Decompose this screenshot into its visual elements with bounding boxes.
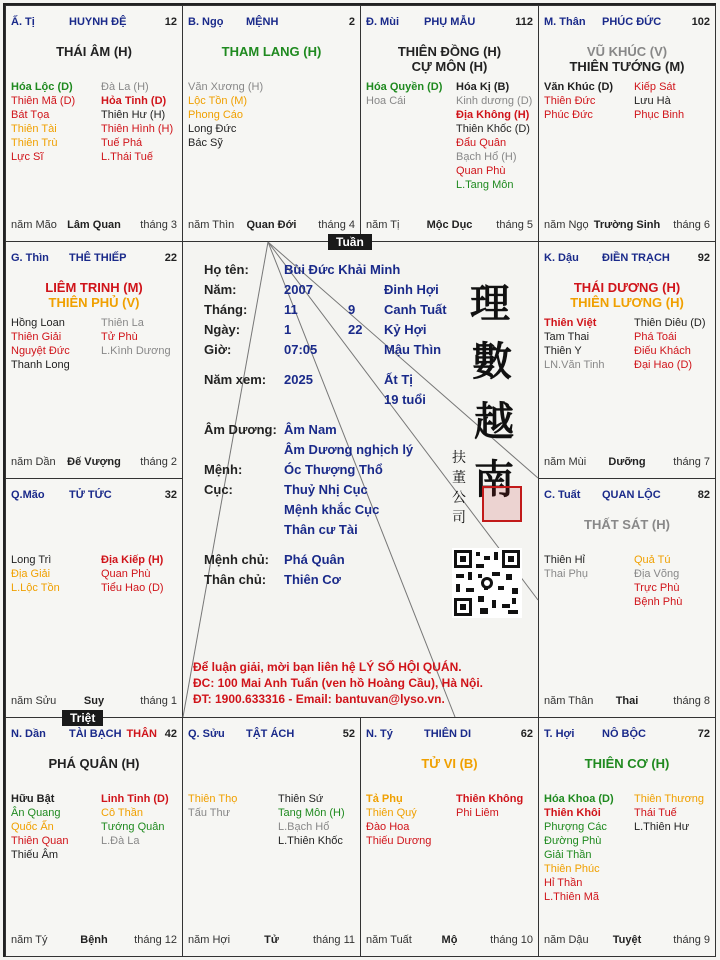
logo-char-3: 越 — [474, 398, 514, 445]
minor-star: Quan Phù — [101, 568, 151, 580]
footer-stage: Đế Vượng — [67, 456, 121, 468]
footer-month: tháng 11 — [312, 934, 355, 946]
minor-star: Lực Sĩ — [11, 151, 44, 163]
footer-stage: Tuyệt — [612, 934, 642, 946]
body-master-value: Thiên Cơ — [284, 572, 341, 587]
minor-star: Hoa Cái — [366, 95, 406, 107]
footer-stage: Dưỡng — [608, 456, 646, 468]
minor-star: Lưu Hà — [634, 95, 671, 107]
footer-stage: Thai — [615, 695, 639, 707]
minor-star: L.Thái Tuế — [101, 151, 153, 163]
minor-star: Trực Phù — [634, 582, 680, 594]
minor-star: Điếu Khách — [634, 345, 691, 357]
main-star: THIÊN ĐỒNG (H) — [397, 44, 502, 59]
minor-star: Thiên Phúc — [544, 863, 600, 875]
minor-star: Bạch Hổ (H) — [456, 151, 517, 163]
palace-number: 72 — [697, 728, 710, 740]
minor-star: Thiếu Dương — [366, 835, 432, 847]
minor-star: Kinh dương (D) — [456, 95, 533, 107]
footer-month: tháng 10 — [490, 934, 533, 946]
minor-star: Thiên Tài — [11, 123, 57, 135]
minor-star: Quan Phù — [456, 165, 506, 177]
footer-year: năm Hợi — [188, 934, 231, 946]
body-palace-marker: THÂN — [126, 728, 157, 740]
minor-star: Tang Môn (H) — [278, 807, 345, 819]
month-can: Canh Tuất — [384, 302, 447, 317]
minor-star: Thiên Giải — [11, 331, 62, 343]
footer-year: năm Mùi — [544, 456, 587, 468]
palace-number: 12 — [164, 16, 177, 28]
cuc-label: Cục: — [204, 482, 233, 497]
minor-star: L.Kình Dương — [101, 345, 171, 357]
palace-number: 62 — [520, 728, 533, 740]
minor-star: Đẩu Quân — [456, 137, 507, 149]
footer-stage: Tử — [264, 934, 279, 946]
logo-char-4: 南 — [474, 456, 514, 503]
footer-year: năm Tị — [366, 219, 400, 231]
palace-number: 112 — [515, 16, 533, 28]
palace-name: ĐIỀN TRẠCH — [602, 252, 670, 264]
minor-star: Đường Phù — [544, 835, 602, 847]
minor-star: Thiên Hình (H) — [101, 123, 174, 135]
main-star: LIÊM TRINH (M) — [45, 280, 143, 295]
minor-star: Thiên Quý — [366, 807, 417, 819]
footer-year: năm Tý — [11, 934, 48, 946]
minor-star: Đà La (H) — [101, 81, 149, 93]
name-value: Bùi Đức Khải Minh — [284, 262, 401, 277]
minor-star: Quả Tú — [634, 554, 671, 566]
cuc-relation: Mệnh khắc Cục — [284, 502, 380, 517]
minor-star: Đào Hoa — [366, 821, 410, 833]
footer-year: năm Dậu — [544, 934, 589, 946]
minor-star: LN.Văn Tinh — [544, 359, 605, 371]
main-star: CỰ MÔN (H) — [411, 59, 488, 74]
main-star: THIÊN CƠ (H) — [584, 756, 670, 771]
minor-star: Long Trì — [11, 554, 52, 566]
minor-star: Thiên La — [101, 317, 144, 329]
hour-value: 07:05 — [284, 342, 318, 357]
branch-label: Đ. Mùi — [366, 16, 399, 28]
footer-month: tháng 3 — [140, 219, 177, 231]
month-value: 11 — [284, 302, 298, 317]
minor-star: Hóa Khoa (D) — [544, 793, 614, 805]
minor-star: Thái Tuế — [634, 807, 677, 819]
minor-star: Thiên Trù — [11, 137, 58, 149]
day-value: 1 — [284, 322, 292, 337]
minor-star: Địa Không (H) — [456, 109, 530, 121]
minor-star: Thiên Mã (D) — [11, 95, 76, 107]
yin-yang-value: Âm Nam — [284, 422, 337, 437]
minor-star: Tả Phụ — [366, 793, 403, 805]
minor-star: Hóa Lộc (D) — [11, 81, 73, 93]
branch-label: T. Hợi — [544, 728, 575, 740]
footer-month: tháng 8 — [673, 695, 710, 707]
footer-year: năm Tuất — [366, 934, 412, 946]
day-lunar: 22 — [348, 322, 363, 337]
qr-code-icon — [452, 548, 522, 618]
logo-char-1: 理 — [470, 280, 510, 327]
main-star: THAM LANG (H) — [221, 44, 322, 59]
minor-star: Lộc Tồn (M) — [188, 95, 248, 107]
footer-year: năm Mão — [11, 219, 57, 231]
life-master-value: Phá Quân — [284, 552, 345, 567]
footer-year: năm Dần — [11, 456, 56, 468]
minor-star: Linh Tinh (D) — [101, 793, 169, 805]
branch-label: M. Thân — [544, 16, 586, 28]
view-year-label: Năm xem: — [204, 372, 267, 387]
minor-star: Thiên Quan — [11, 835, 69, 847]
footer-stage: Mộc Dục — [426, 219, 473, 231]
main-star: THẤT SÁT (H) — [584, 517, 670, 532]
footer-stage: Bệnh — [80, 934, 108, 946]
minor-star: L.Đà La — [101, 835, 140, 847]
minor-star: Bác Sỹ — [188, 137, 223, 149]
palace-name: PHÚC ĐỨC — [602, 16, 662, 28]
minor-star: Hóa Kị (B) — [456, 81, 510, 93]
contact-line-2: ĐC: 100 Mai Anh Tuấn (ven hồ Hoàng Cầu), Hà Nội. — [193, 676, 484, 690]
minor-star: Thiên Việt — [544, 317, 597, 329]
minor-star: Hỏa Tinh (D) — [101, 95, 167, 107]
element-value: Óc Thượng Thổ — [284, 462, 383, 477]
minor-star: L.Thiên Mã — [544, 891, 600, 903]
minor-star: Văn Xương (H) — [188, 81, 264, 93]
main-star: VŨ KHÚC (V) — [586, 44, 668, 59]
minor-star: Tuế Phá — [101, 137, 143, 149]
footer-month: tháng 7 — [673, 456, 710, 468]
footer-year: năm Thìn — [188, 219, 235, 231]
minor-star: Quốc Ấn — [11, 821, 54, 833]
minor-star: Phong Cáo — [188, 109, 244, 121]
branch-label: C. Tuất — [544, 489, 581, 501]
palace-name: NÔ BỘC — [602, 728, 646, 740]
life-master-label: Mệnh chủ: — [204, 552, 269, 567]
footer-stage: Trường Sinh — [593, 219, 661, 231]
body-palace: Thân cư Tài — [284, 522, 358, 537]
minor-star: Thiên Đức — [544, 95, 596, 107]
branch-label: B. Ngọ — [188, 16, 224, 28]
palace-name: MỆNH — [246, 16, 279, 28]
minor-star: Tử Phù — [101, 331, 138, 343]
branch-label: K. Dậu — [544, 252, 579, 264]
minor-star: Kiếp Sát — [634, 81, 676, 93]
minor-star: Hữu Bật — [11, 793, 55, 805]
main-star: THÁI ÂM (H) — [56, 44, 132, 59]
branch-label: N. Dần — [11, 728, 46, 740]
name-label: Họ tên: — [204, 262, 249, 277]
footer-stage: Suy — [83, 695, 105, 707]
minor-star: L.Tang Môn — [456, 179, 514, 191]
view-year-value: 2025 — [284, 372, 313, 387]
minor-star: Cô Thần — [101, 807, 143, 819]
main-star: THIÊN LƯƠNG (H) — [570, 295, 684, 310]
palace-name: PHỤ MẪU — [424, 16, 476, 28]
minor-star: Bát Tọa — [11, 109, 50, 121]
contact-line-3: ĐT: 1900.633316 - Email: bantuvan@lyso.vn. — [193, 692, 445, 706]
palace-number: 42 — [164, 728, 177, 740]
minor-star: L.Bạch Hổ — [278, 821, 330, 833]
palace-number: 102 — [691, 16, 710, 28]
minor-star: Tiểu Hao (D) — [101, 582, 164, 594]
footer-month: tháng 5 — [496, 219, 533, 231]
minor-star: Địa Giải — [11, 568, 51, 580]
contact-line-1: Để luận giải, mời bạn liên hệ LÝ SỐ HỘI QUÁN. — [193, 660, 462, 674]
day-can: Kỷ Hợi — [384, 322, 427, 337]
minor-star: Địa Kiếp (H) — [101, 554, 164, 566]
branch-label: G. Thìn — [11, 252, 49, 264]
minor-star: Văn Khúc (D) — [544, 81, 614, 93]
minor-star: Phá Toái — [634, 331, 677, 343]
minor-star: Thiên Diêu (D) — [634, 317, 706, 329]
minor-star: Thiên Hư (H) — [101, 109, 166, 121]
minor-star: Thiên Khôi — [544, 807, 601, 819]
seal-icon — [482, 486, 522, 522]
minor-star: Thiên Khốc (D) — [456, 123, 530, 135]
footer-month: tháng 4 — [318, 219, 355, 231]
palace-number: 32 — [164, 489, 177, 501]
minor-star: Tướng Quân — [101, 821, 165, 833]
main-star: TỬ VI (B) — [421, 756, 478, 771]
palace-name: TÀI BẠCH — [69, 728, 122, 740]
footer-stage: Mộ — [441, 934, 458, 946]
body-master-label: Thân chủ: — [204, 572, 267, 587]
minor-star: Thiếu Âm — [11, 849, 59, 861]
minor-star: Thiên Hỉ — [544, 554, 585, 566]
palace-name: TỬ TỨC — [69, 489, 112, 501]
footer-month: tháng 1 — [140, 695, 177, 707]
hour-label: Giờ: — [204, 342, 232, 357]
palace-number: 82 — [697, 489, 710, 501]
footer-month: tháng 12 — [134, 934, 177, 946]
palace-number: 22 — [164, 252, 177, 264]
main-star: THIÊN TƯỚNG (M) — [569, 59, 685, 74]
year-value: 2007 — [284, 282, 313, 297]
palace-number: 2 — [348, 16, 355, 28]
branch-label: Ấ. Tị — [11, 16, 35, 28]
minor-star: Thiên Y — [544, 345, 582, 357]
footer-month: tháng 6 — [673, 219, 710, 231]
minor-star: Thiên Thọ — [188, 793, 238, 805]
main-star: THÁI DƯƠNG (H) — [573, 280, 681, 295]
month-lunar: 9 — [348, 302, 356, 317]
minor-star: Thiên Thương — [634, 793, 705, 805]
footer-stage: Quan Đới — [246, 219, 297, 231]
minor-star: L.Lộc Tồn — [11, 582, 60, 594]
logo-side-text: 扶 董 公 司 — [452, 450, 466, 526]
main-star: PHÁ QUÂN (H) — [48, 756, 140, 771]
minor-star: L.Thiên Khốc — [278, 835, 343, 847]
footer-year: năm Thân — [544, 695, 594, 707]
minor-star: Hồng Loan — [11, 317, 65, 329]
minor-star: Thanh Long — [11, 359, 70, 371]
minor-star: Long Đức — [188, 123, 237, 135]
minor-star: Phúc Đức — [544, 109, 593, 121]
minor-star: Hóa Quyền (D) — [366, 81, 443, 93]
minor-star: Nguyệt Đức — [11, 345, 70, 357]
yin-yang-label: Âm Dương: — [204, 422, 277, 437]
palace-name: TẬT ÁCH — [246, 728, 295, 740]
day-label: Ngày: — [204, 322, 241, 337]
main-star: THIÊN PHỦ (V) — [48, 295, 140, 310]
age-value: 19 tuổi — [384, 392, 426, 407]
minor-star: Thai Phụ — [544, 568, 589, 580]
palace-name: QUAN LỘC — [602, 489, 661, 501]
tuan-tag: Tuần — [328, 234, 372, 250]
minor-star: Giải Thần — [544, 849, 592, 861]
palace-name: THIÊN DI — [424, 728, 472, 740]
footer-month: tháng 9 — [673, 934, 710, 946]
palace-name: HUYNH ĐỆ — [69, 16, 127, 28]
minor-star: Thiên Không — [456, 793, 524, 805]
year-can: Đinh Hợi — [384, 282, 439, 297]
minor-star: Địa Võng — [634, 568, 680, 580]
minor-star: Phi Liêm — [456, 807, 499, 819]
minor-star: Thiên Sứ — [278, 793, 324, 805]
branch-label: Q. Sửu — [188, 728, 225, 740]
minor-star: Hỉ Thần — [544, 877, 583, 889]
minor-star: Tam Thai — [544, 331, 590, 343]
branch-label: N. Tý — [366, 728, 393, 740]
footer-stage: Lâm Quan — [67, 219, 121, 231]
hour-can: Mậu Thìn — [384, 342, 442, 357]
minor-star: Ân Quang — [11, 807, 61, 819]
footer-year: năm Sửu — [11, 695, 57, 707]
element-label: Mệnh: — [204, 462, 243, 477]
minor-star: Đại Hao (D) — [634, 359, 693, 371]
month-label: Tháng: — [204, 302, 248, 317]
branch-label: Q.Mão — [11, 489, 45, 501]
palace-number: 92 — [697, 252, 710, 264]
footer-month: tháng 2 — [140, 456, 177, 468]
palace-number: 52 — [342, 728, 355, 740]
minor-star: Phượng Các — [544, 821, 607, 833]
cuc-value: Thuỷ Nhị Cục — [284, 482, 368, 497]
view-year-can: Ất Tị — [384, 372, 413, 387]
footer-year: năm Ngọ — [544, 219, 589, 231]
year-label: Năm: — [204, 282, 237, 297]
triet-tag: Triệt — [62, 710, 103, 726]
minor-star: Bệnh Phù — [634, 596, 683, 608]
minor-star: Phục Binh — [634, 109, 685, 121]
logo-char-2: 數 — [472, 338, 512, 385]
minor-star: L.Thiên Hư — [634, 821, 690, 833]
yin-yang-note: Âm Dương nghịch lý — [284, 442, 414, 457]
minor-star: Tấu Thư — [188, 807, 231, 819]
palace-name: THÊ THIẾP — [69, 252, 127, 264]
